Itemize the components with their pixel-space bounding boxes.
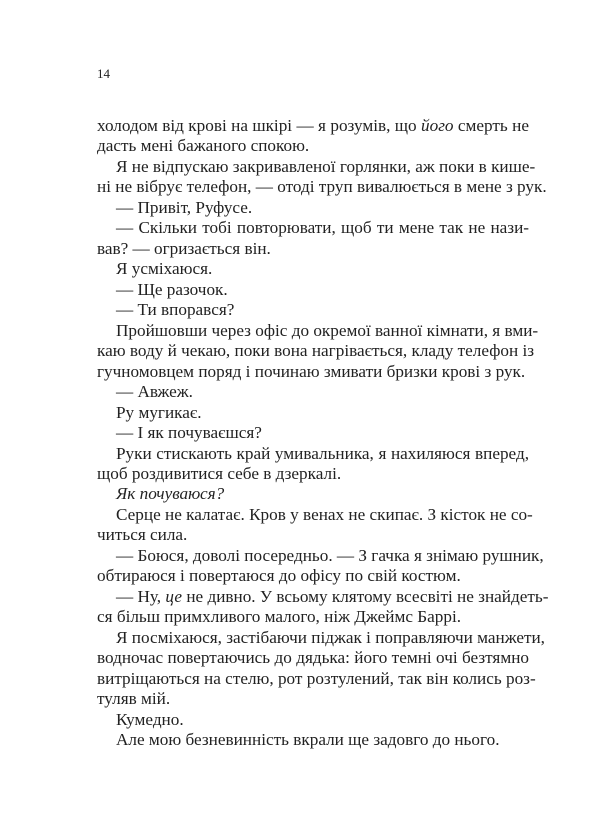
text-span: гучномовцем поряд і починаю змивати бризки крові з рук. [97, 361, 526, 381]
text-span: — Авжеж. [116, 382, 193, 402]
body-text [97, 116, 549, 751]
text-line [97, 116, 529, 136]
text-line [97, 300, 529, 320]
text-span: смерть не [453, 116, 529, 135]
text-span: обтираюся і повертаюся до офісу по свій костюм. [97, 566, 461, 586]
text-span: — Ти впорався? [116, 300, 235, 320]
text-span: — І як почуваєшся? [116, 423, 262, 443]
text-line [97, 198, 529, 218]
text-line [97, 239, 529, 259]
text-line [97, 566, 529, 586]
text-line [97, 156, 536, 177]
text-span: ні не вібрує телефон, — отоді труп вивалюється в мене з рук. [97, 177, 547, 197]
text-line [97, 341, 535, 361]
text-span: читься сила. [97, 525, 188, 545]
text-span: щоб роздивитися себе в дзеркалі. [97, 463, 342, 483]
text-span: Я посміхаюся, застібаючи піджак і поправляючи манжети, [116, 627, 545, 647]
text-span: Пройшовши через офіс до окремої ванної кімнати, я вми- [116, 320, 539, 340]
text-line [97, 504, 533, 525]
text-line [97, 648, 529, 668]
text-span: Але мою безневинність вкрали ще задовго до нього. [116, 730, 500, 750]
text-line [97, 136, 529, 156]
text-span: каю воду й чекаю, поки вона нагрівається, кладу телефон із [97, 341, 535, 361]
page-number: 14 [97, 66, 110, 81]
text-line [97, 627, 545, 648]
text-span: туляв мій. [97, 689, 171, 709]
text-line [97, 403, 529, 423]
text-span: — Привіт, Руфусе. [116, 197, 253, 217]
text-span: Серце не калатає. Кров у венах не скипає. З кісток не со- [116, 504, 533, 524]
text-span: Ру мугикає. [116, 402, 202, 422]
text-line [97, 710, 529, 730]
text-span: Кумедно. [116, 709, 184, 729]
text-line [97, 218, 529, 238]
text-line [97, 607, 529, 627]
text-span: витріщаються на стелю, рот розтулений, так він колись роз- [97, 668, 536, 688]
text-span: — Боюся, доволі посередньо. — З гачка я знімаю рушник, [116, 545, 544, 565]
text-line [97, 280, 529, 300]
text-span: — Ну, [116, 586, 166, 606]
text-line [97, 259, 529, 279]
text-line [97, 320, 539, 341]
text-line [97, 525, 529, 545]
text-span: — Ще разочок. [116, 279, 228, 299]
text-line [97, 586, 549, 607]
text-line [97, 464, 529, 484]
text-line [97, 668, 536, 689]
text-line [97, 484, 529, 504]
text-span: холодом від крові на шкірі — я розумів, що [97, 116, 422, 135]
text-line [97, 423, 529, 443]
text-line [97, 362, 529, 382]
italic-text: його [421, 116, 454, 135]
italic-text: це [165, 586, 183, 606]
text-span: — Скільки тобі повторювати, щоб ти мене так не нази- [116, 218, 529, 238]
text-span: ся більш примхливого малого, ніж Джеймс Баррі. [97, 607, 462, 627]
text-line [97, 444, 529, 464]
text-span: Я усміхаюся. [116, 259, 213, 279]
text-line [97, 545, 544, 566]
text-line [97, 689, 529, 709]
text-span: Я не відпускаю закривавленої горлянки, аж поки в кише- [116, 156, 536, 176]
text-line [97, 177, 547, 197]
text-line [97, 382, 529, 402]
italic-text: Як почуваюся? [116, 484, 225, 504]
text-line [97, 730, 529, 750]
text-span: вав? — огризається він. [97, 238, 271, 258]
text-span: Руки стискають край умивальника, я нахиляюся вперед, [116, 443, 529, 463]
text-span: дасть мені бажаного спокою. [97, 136, 310, 156]
text-span: не дивно. У всьому клятому всесвіті не знайдеть- [182, 586, 549, 606]
text-span: водночас повертаючись до дядька: його темні очі безтямно [97, 648, 529, 668]
